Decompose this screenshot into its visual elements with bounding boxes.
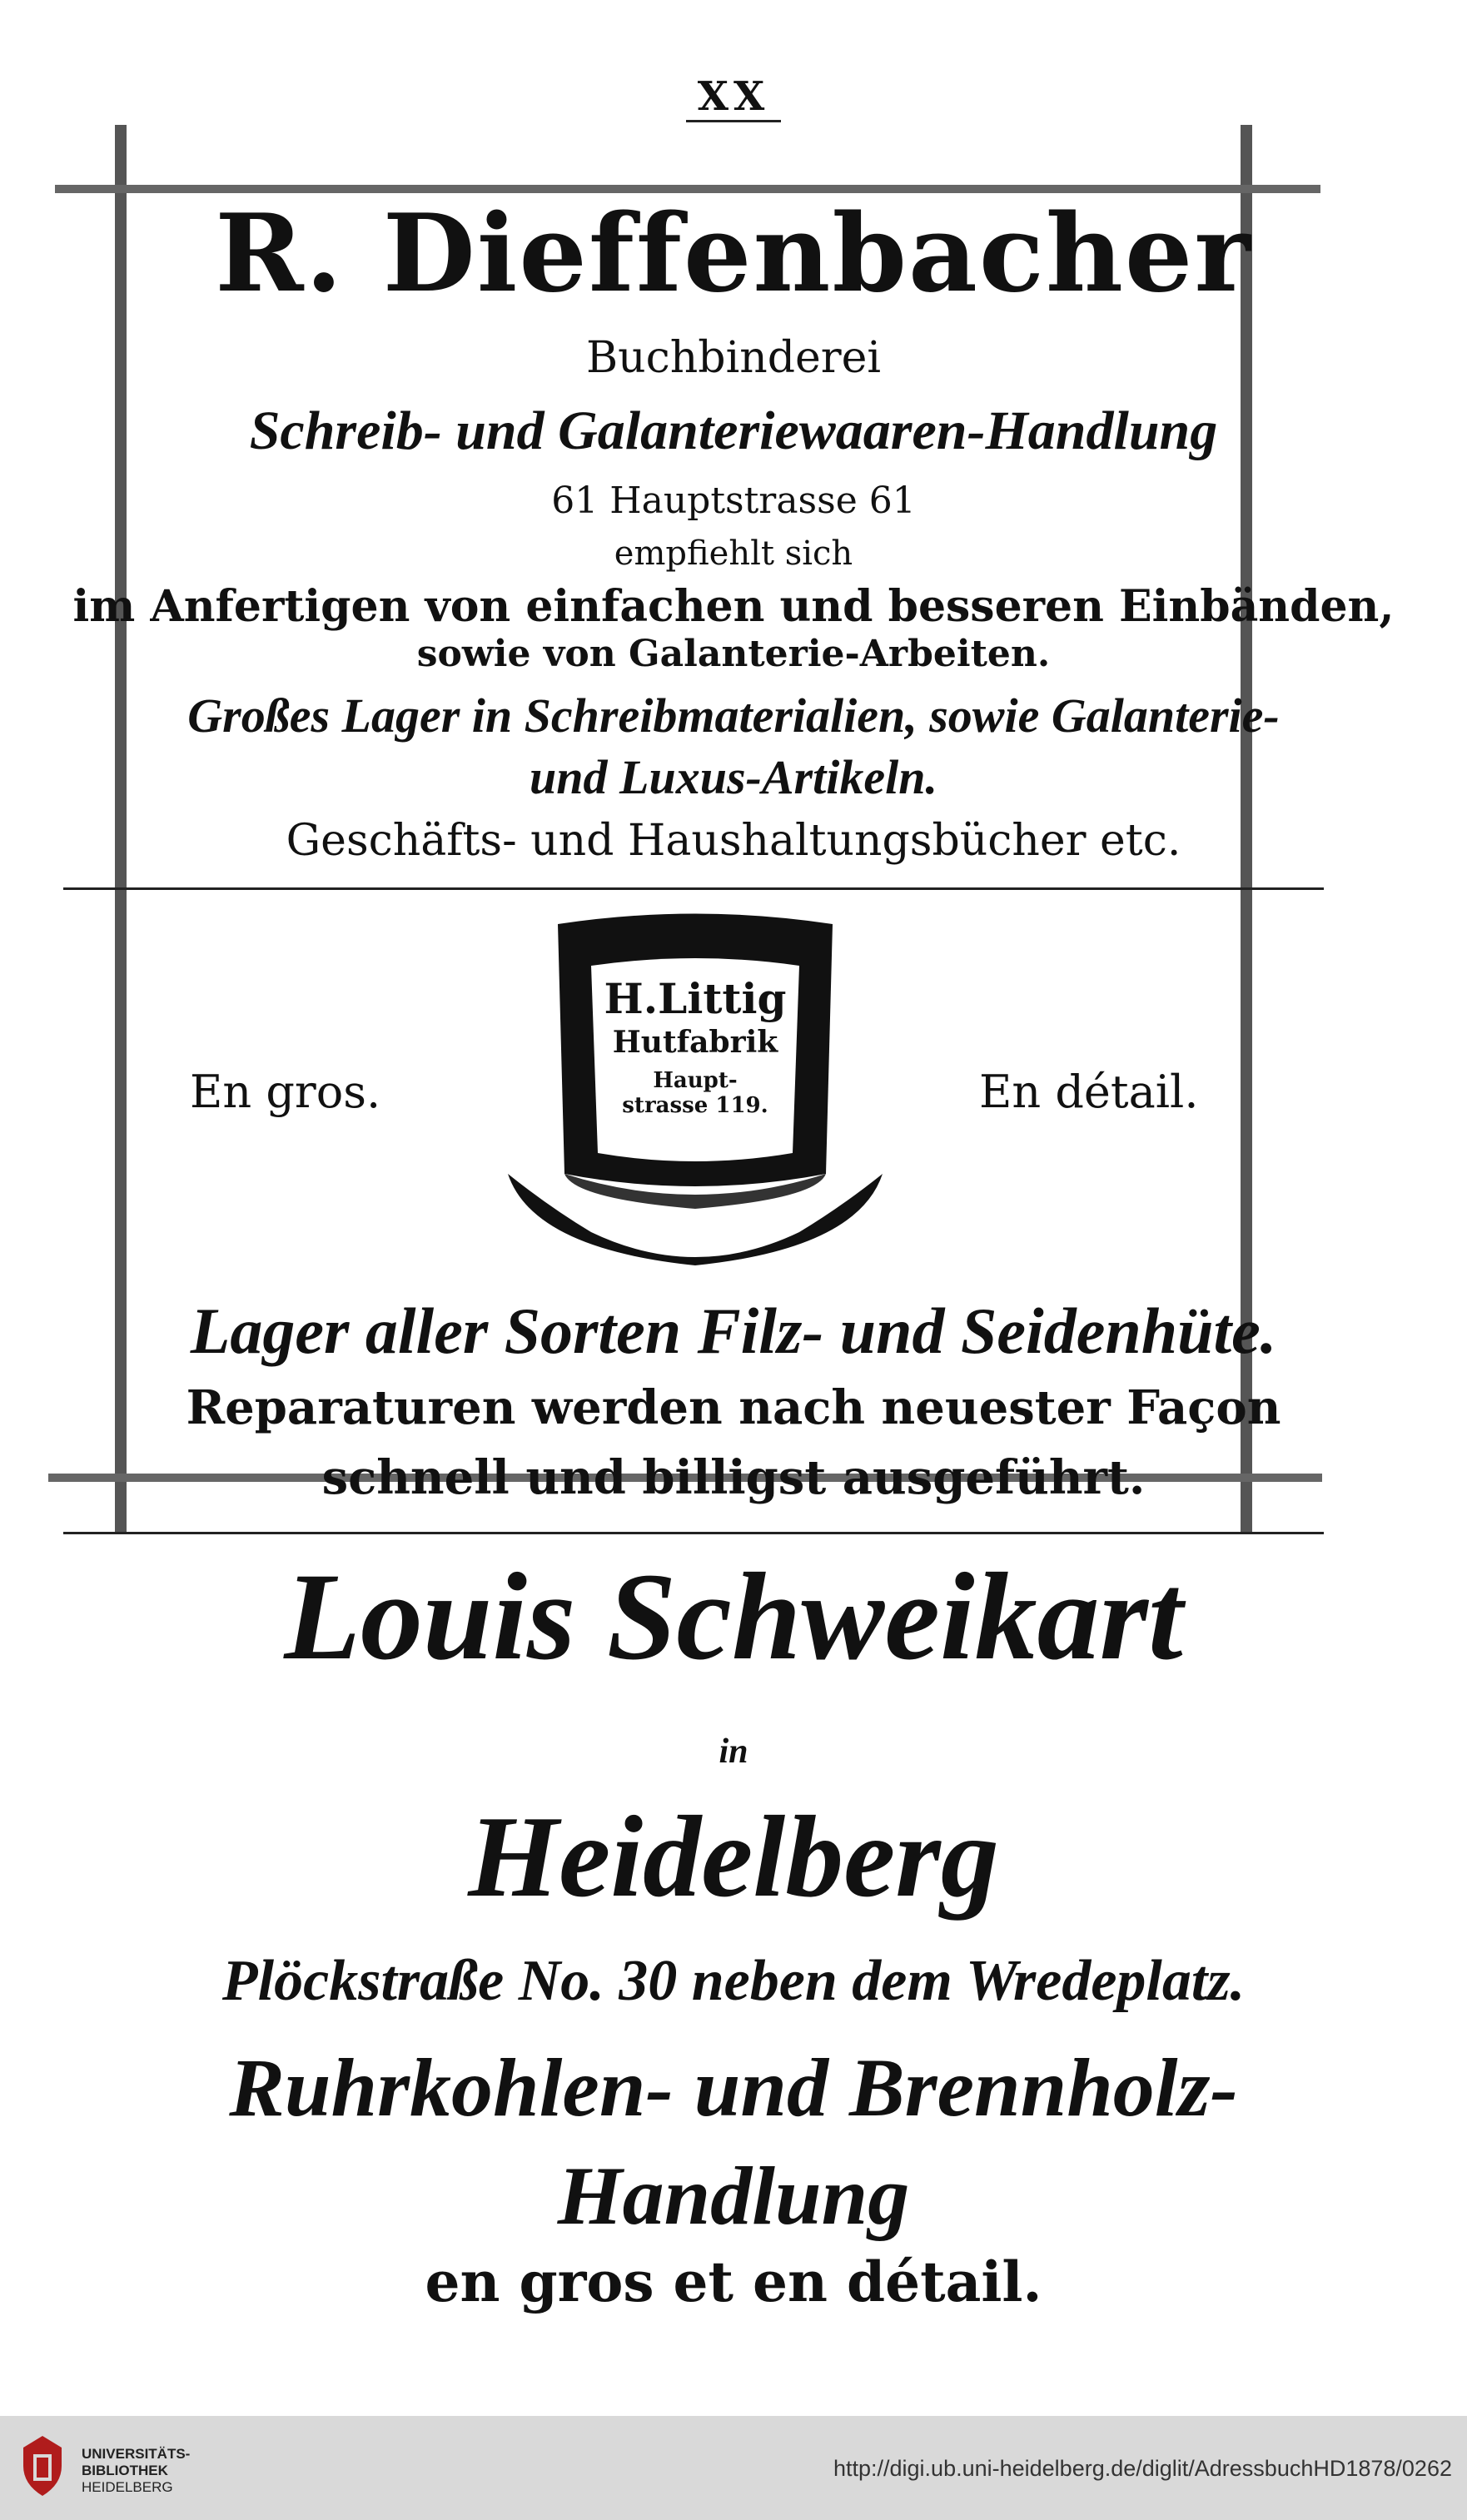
library-name (82, 2446, 190, 2496)
hat-line3: strasse 119. (622, 1093, 768, 1118)
ad1-line2: Schreib- und Galanteriewaaren-Handlung (249, 400, 1218, 461)
ad1-line4: empfiehlt sich (614, 534, 853, 573)
ad3-trade3: en gros et en détail. (425, 2249, 1042, 2314)
ad1-line5: im Anfertigen von einfachen und besseren Einbänden, (72, 581, 1395, 632)
page-number (0, 73, 1467, 120)
divider-2 (63, 1532, 1324, 1534)
ad3-address: Plöckstraße No. 30 neben dem Wredeplatz. (221, 1949, 1246, 2013)
footer-bar (0, 2416, 1467, 2520)
library-name-line1: UNIVERSITÄTS- (82, 2446, 191, 2462)
ad3-trade1: Ruhrkohlen- und Brennholz- (229, 2041, 1238, 2134)
ad3-name: Louis Schweikart (284, 1548, 1183, 1686)
ad1-line1: Buchbinderei (585, 333, 882, 383)
hat-line2: Haupt- (653, 1068, 738, 1093)
ad1-line6: sowie von Galanterie-Arbeiten. (416, 633, 1051, 675)
ad1-line8: und Luxus-Artikeln. (530, 750, 937, 804)
divider-1 (63, 887, 1324, 890)
ad2-left-text: En gros. (190, 1066, 381, 1118)
library-name-line2: BIBLIOTHEK (82, 2463, 168, 2478)
university-library-logo-icon (13, 2433, 72, 2499)
ad1-line9: Geschäfts- und Haushaltungsbücher etc. (286, 816, 1181, 866)
hat-label (583, 974, 808, 1118)
ad3-city: Heidelberg (468, 1792, 999, 1921)
ad3-trade2: Handlung (557, 2150, 910, 2242)
page-number-text: XX (686, 73, 781, 122)
source-url-link[interactable]: http://digi.ub.uni-heidelberg.de/diglit/AdressbuchHD1878/0262 (833, 2456, 1452, 2481)
ad2-line2: Reparaturen werden nach neuester Façon (186, 1380, 1281, 1435)
ad2-line1: Lager aller Sorten Filz- und Seidenhüte. (190, 1295, 1277, 1367)
ad1-name: R. Dieffenbacher (215, 191, 1252, 316)
library-name-line3: HEIDELBERG (82, 2479, 173, 2495)
hat-line1: Hutfabrik (612, 1025, 778, 1060)
ad2-right-text: En détail. (979, 1066, 1199, 1118)
ad1-line3: 61 Hauptstrasse 61 (551, 480, 916, 522)
hat-name: H.Littig (604, 974, 787, 1023)
ad3-in: in (719, 1732, 748, 1771)
ad2-line3: schnell und billigst ausgeführt. (321, 1450, 1146, 1505)
ad1-line7: Großes Lager in Schreibmaterialien, sowie Galanterie- (187, 688, 1280, 743)
